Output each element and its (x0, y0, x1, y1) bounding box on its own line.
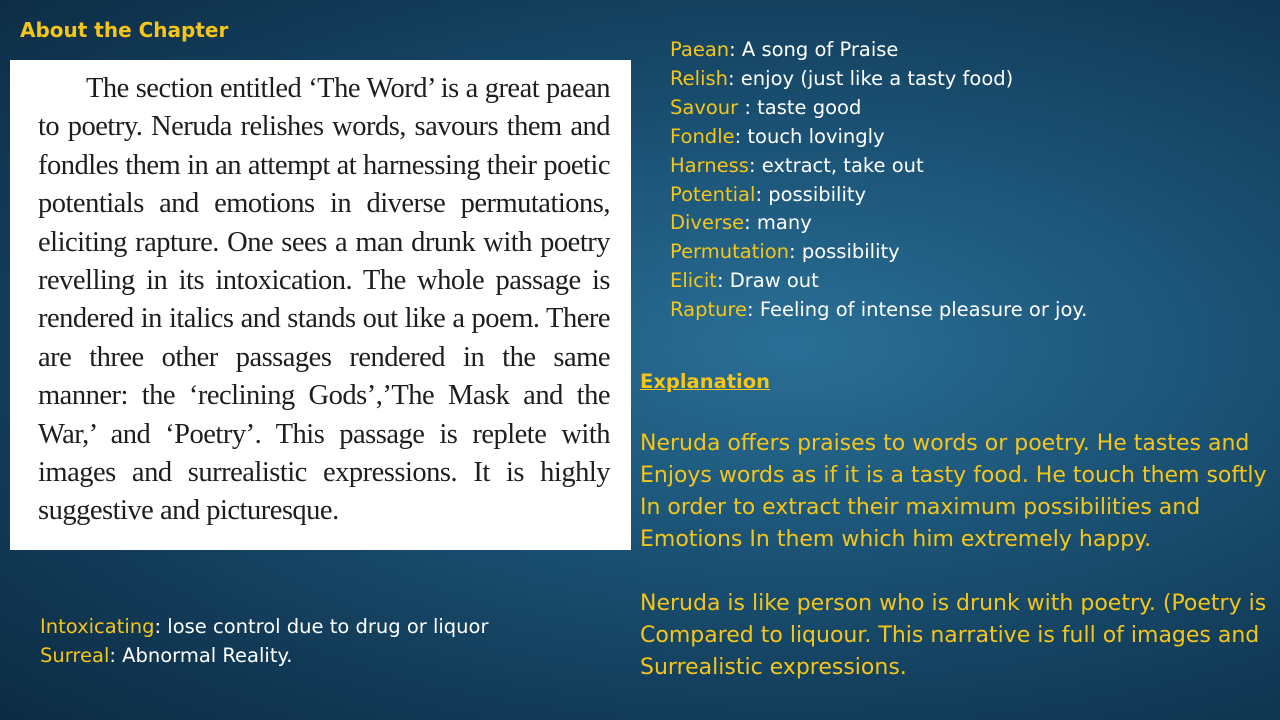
glossary-item (670, 209, 1087, 238)
explanation-paragraph-1 (640, 428, 1270, 556)
glossary-item (670, 267, 1087, 296)
glossary-term: Paean (670, 38, 730, 61)
glossary-definition: : possibility (789, 240, 900, 264)
glossary-item (670, 181, 1087, 210)
glossary-definition: : touch lovingly (734, 124, 885, 148)
glossary-definition: : Feeling of intense pleasure or joy. (747, 298, 1088, 322)
explanation-paragraph-2 (640, 588, 1270, 684)
glossary-term: Savour (670, 95, 739, 119)
explanation-heading: Explanation (640, 370, 771, 393)
glossary-term: Harness (670, 153, 749, 177)
explanation-line: Compared to liquour. This narrative is full of images and (640, 623, 1260, 648)
glossary-term: Surreal (40, 644, 110, 667)
explanation-line: Surrealistic expressions. (640, 655, 907, 680)
explanation-line: In order to extract their maximum possibilities and (640, 495, 1201, 520)
glossary-definition: : Draw out (716, 269, 819, 293)
explanation-line: Neruda is like person who is drunk with poetry. (Poetry is (640, 591, 1267, 616)
glossary-term: Rapture (670, 298, 748, 322)
glossary-definition: : possibility (755, 182, 867, 206)
glossary-definition: : lose control due to drug or liquor (154, 615, 489, 638)
glossary-term: Elicit (670, 269, 717, 293)
scanned-paragraph: The section entitled ‘The Word’ is a great paean to poetry. Neruda relishes words, savours them and fondles them in an attempt at harnessing their poetic potentials and emotions in diverse permutations, eliciting rapture. One sees a man drunk with poetry revelling in its intoxication. The whole passage is rendered in italics and stands out like a poem. There are three other passages rendered in the same manner: the ‘reclining Gods’,’The Mask and the War,’ and ‘Poetry’. This passage is replete with images and surrealistic expressions. It is highly suggestive and picturesque. (38, 73, 610, 527)
glossary-term: Diverse (670, 211, 745, 235)
glossary-definition: : enjoy (just like a tasty food) (728, 66, 1014, 90)
glossary-list-bottom (40, 612, 488, 670)
glossary-item (670, 65, 1087, 94)
glossary-term: Fondle (670, 124, 735, 148)
glossary-item (670, 296, 1087, 325)
explanation-line: Enjoys words as if it is a tasty food. He touch them softly (640, 463, 1267, 488)
glossary-item (670, 94, 1087, 123)
glossary-definition: : many (744, 211, 812, 235)
glossary-item (40, 612, 488, 641)
explanation-line: Emotions In them which him extremely happy. (640, 527, 1152, 552)
glossary-item (670, 238, 1087, 267)
glossary-term: Intoxicating (40, 615, 155, 638)
explanation-line: Neruda offers praises to words or poetry. He tastes and (640, 431, 1250, 456)
glossary-definition: : taste good (738, 95, 862, 119)
glossary-definition: : Abnormal Reality. (109, 644, 293, 667)
slide-title: About the Chapter (20, 18, 229, 42)
glossary-term: Relish (670, 66, 729, 90)
glossary-term: Potential (670, 182, 756, 206)
glossary-item (670, 152, 1087, 181)
scan-top-crop (10, 60, 631, 66)
glossary-item (670, 123, 1087, 152)
glossary-list-top (670, 36, 1087, 325)
glossary-definition: : extract, take out (748, 153, 924, 177)
scanned-text-image (10, 60, 631, 550)
glossary-item (670, 36, 1087, 65)
glossary-definition: : A song of Praise (729, 38, 899, 61)
glossary-term: Permutation (670, 240, 790, 264)
glossary-item (40, 641, 488, 670)
